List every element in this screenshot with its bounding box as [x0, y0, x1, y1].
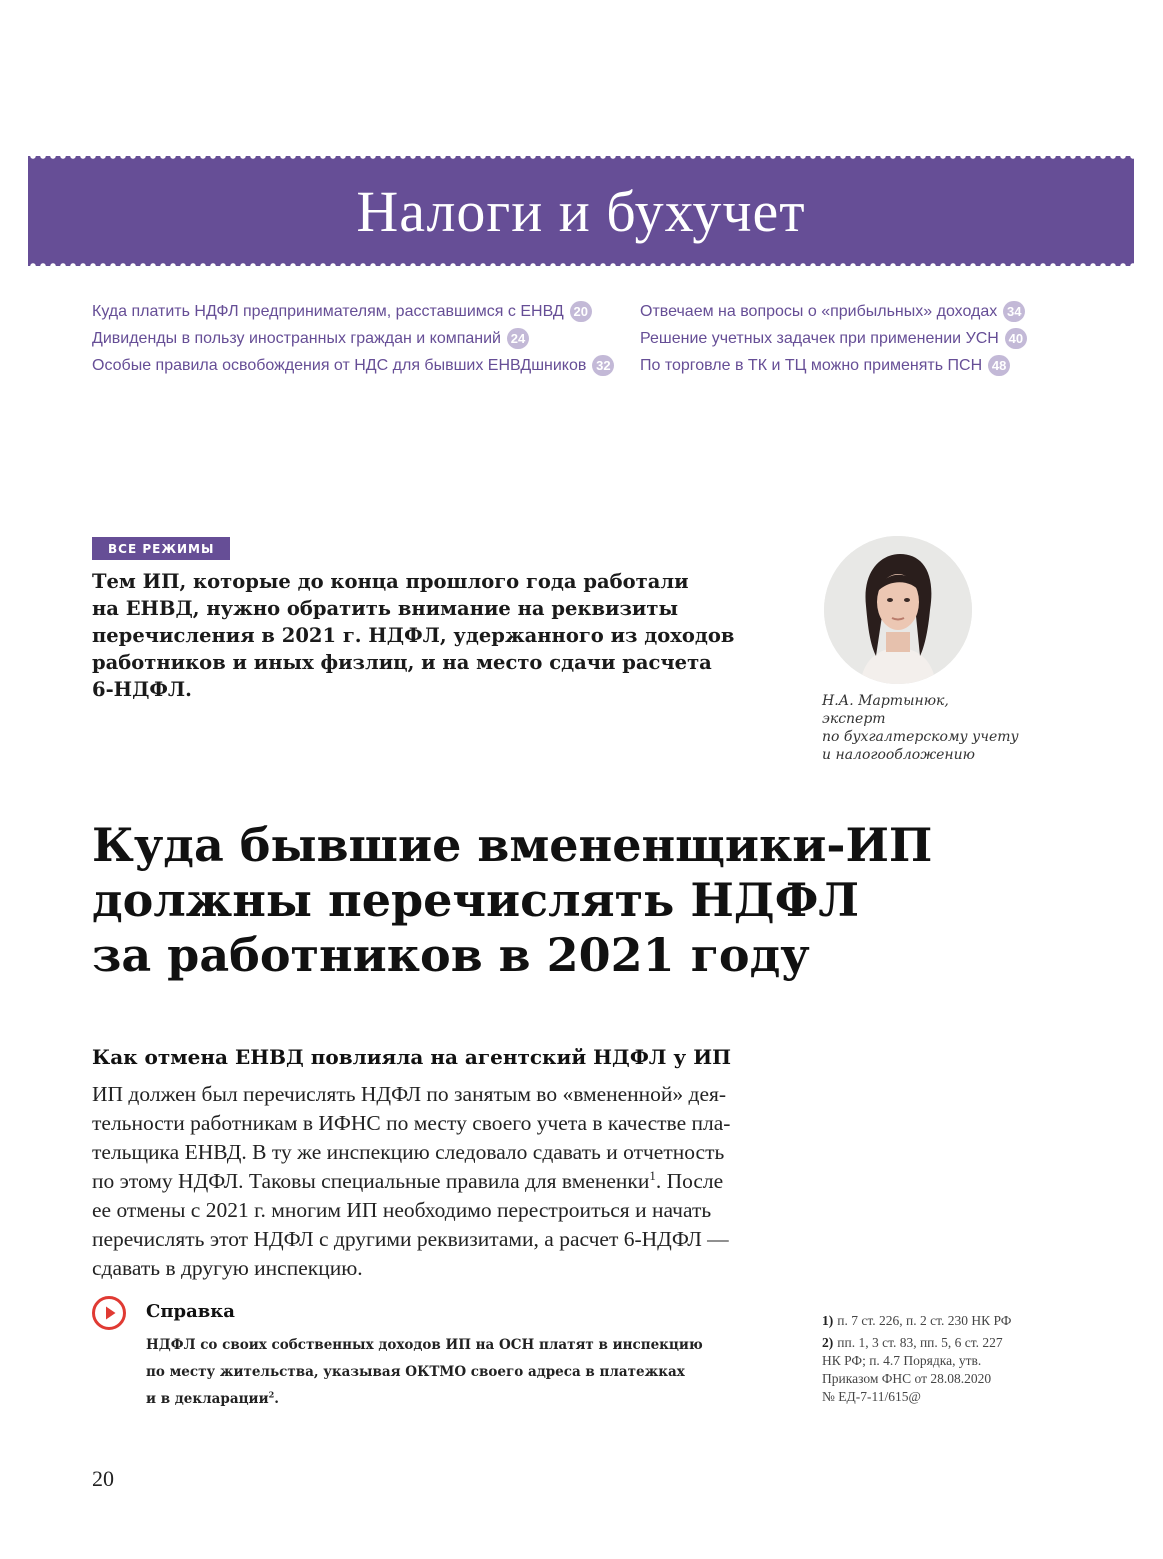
toc-left-column — [92, 298, 614, 379]
reference-title: Справка — [146, 1301, 235, 1322]
play-circle-icon — [92, 1296, 126, 1330]
toc-item[interactable] — [92, 298, 614, 325]
body-line: перечислять этот НДФЛ с другими реквизитами, а расчет 6-НДФЛ — — [92, 1227, 729, 1251]
author-portrait-illustration — [824, 536, 972, 684]
toc-page-badge: 40 — [1005, 328, 1027, 349]
toc-item-label[interactable]: Отвечаем на вопросы о «прибыльных» доходах — [640, 302, 998, 320]
section-subheading: Как отмена ЕНВД повлияла на агентский НДФЛ у ИП — [92, 1045, 731, 1069]
toc-item[interactable] — [92, 325, 614, 352]
body-line: ИП должен был перечислять НДФЛ по занятым во «вмененной» дея- — [92, 1082, 727, 1106]
author-caption — [822, 692, 1052, 764]
footnotes — [822, 1312, 1062, 1410]
footnote — [822, 1312, 1062, 1330]
toc-item-label[interactable]: Дивиденды в пользу иностранных граждан и компаний — [92, 329, 501, 347]
headline-line: должны перечислять НДФЛ — [92, 873, 860, 927]
body-line-tail: . После — [655, 1169, 724, 1193]
body-line: тельности работникам в ИФНС по месту своего учета в качестве пла- — [92, 1111, 731, 1135]
toc-item-label[interactable]: Решение учетных задачек при применении УСН — [640, 329, 999, 347]
section-banner — [28, 156, 1134, 266]
author-name: Н.А. Мартынюк, — [822, 693, 949, 709]
footnote-number: 1) — [822, 1313, 834, 1328]
toc-item[interactable] — [640, 298, 1027, 325]
toc-item-label[interactable]: По торговле в ТК и ТЦ можно применять ПСН — [640, 356, 983, 374]
regime-tag: ВСЕ РЕЖИМЫ — [92, 537, 230, 560]
article-headline — [92, 818, 992, 983]
lead-line: Тем ИП, которые до конца прошлого года работали — [92, 570, 689, 593]
toc-page-badge: 34 — [1003, 301, 1025, 322]
footnote-line: пп. 1, 3 ст. 83, пп. 5, 6 ст. 227 — [837, 1335, 1003, 1350]
footnote-line: НК РФ; п. 4.7 Порядка, утв. — [822, 1353, 982, 1368]
footnote-marker[interactable]: 2 — [268, 1389, 275, 1400]
toc-item[interactable] — [640, 325, 1027, 352]
headline-line: Куда бывшие вмененщики-ИП — [92, 818, 933, 872]
toc-item[interactable] — [640, 352, 1027, 379]
toc-item[interactable] — [92, 352, 614, 379]
toc-page-badge: 20 — [570, 301, 592, 322]
toc-page-badge: 48 — [988, 355, 1010, 376]
toc-item-label[interactable]: Куда платить НДФЛ предпринимателям, расставшимся с ЕНВД — [92, 302, 564, 320]
body-line: сдавать в другую инспекцию. — [92, 1256, 363, 1280]
body-line: ее отмены с 2021 г. многим ИП необходимо перестроиться и начать — [92, 1198, 712, 1222]
headline-line: за работников в 2021 году — [92, 928, 810, 982]
article-lead — [92, 568, 752, 703]
footnote-line: п. 7 ст. 226, п. 2 ст. 230 НК РФ — [837, 1313, 1012, 1328]
lead-line: перечисления в 2021 г. НДФЛ, удержанного из доходов — [92, 624, 735, 647]
toc-page-badge: 24 — [507, 328, 529, 349]
body-line-with-footnote — [92, 1167, 782, 1196]
footnote-number: 2) — [822, 1335, 834, 1350]
toc-page-badge: 32 — [592, 355, 614, 376]
footnote-line: Приказом ФНС от 28.08.2020 — [822, 1371, 992, 1386]
body-line-text: по этому НДФЛ. Таковы специальные правила для вмененки — [92, 1169, 650, 1193]
reference-text — [146, 1332, 766, 1413]
footnote — [822, 1334, 1062, 1406]
lead-line: работников и иных физлиц, и на место сдачи расчета — [92, 651, 712, 674]
author-photo — [824, 536, 972, 684]
footnote-line: № ЕД-7-11/615@ — [822, 1389, 921, 1404]
lead-line: на ЕНВД, нужно обратить внимание на реквизиты — [92, 597, 678, 620]
reference-line-text: и в декларации — [146, 1391, 269, 1407]
section-title: Налоги и бухучет — [356, 179, 806, 244]
article-body — [92, 1080, 782, 1283]
page-number: 20 — [92, 1466, 114, 1491]
reference-line: НДФЛ со своих собственных доходов ИП на ОСН платят в инспекцию — [146, 1337, 703, 1353]
reference-line: по месту жительства, указывая ОКТМО своего адреса в платежках — [146, 1364, 685, 1380]
body-line: тельщика ЕНВД. В ту же инспекцию следовало сдавать и отчетность — [92, 1140, 725, 1164]
toc-item-label[interactable]: Особые правила освобождения от НДС для бывших ЕНВДшников — [92, 356, 587, 374]
author-role-line: эксперт — [822, 711, 886, 727]
reference-line-with-footnote — [146, 1386, 766, 1413]
author-role-line: по бухгалтерскому учету — [822, 729, 1019, 745]
lead-line: 6-НДФЛ. — [92, 678, 192, 701]
footnote-marker[interactable]: 1 — [649, 1168, 656, 1183]
author-role-line: и налогообложению — [822, 747, 975, 763]
toc-right-column — [640, 298, 1027, 379]
reference-line-tail: . — [274, 1391, 279, 1407]
